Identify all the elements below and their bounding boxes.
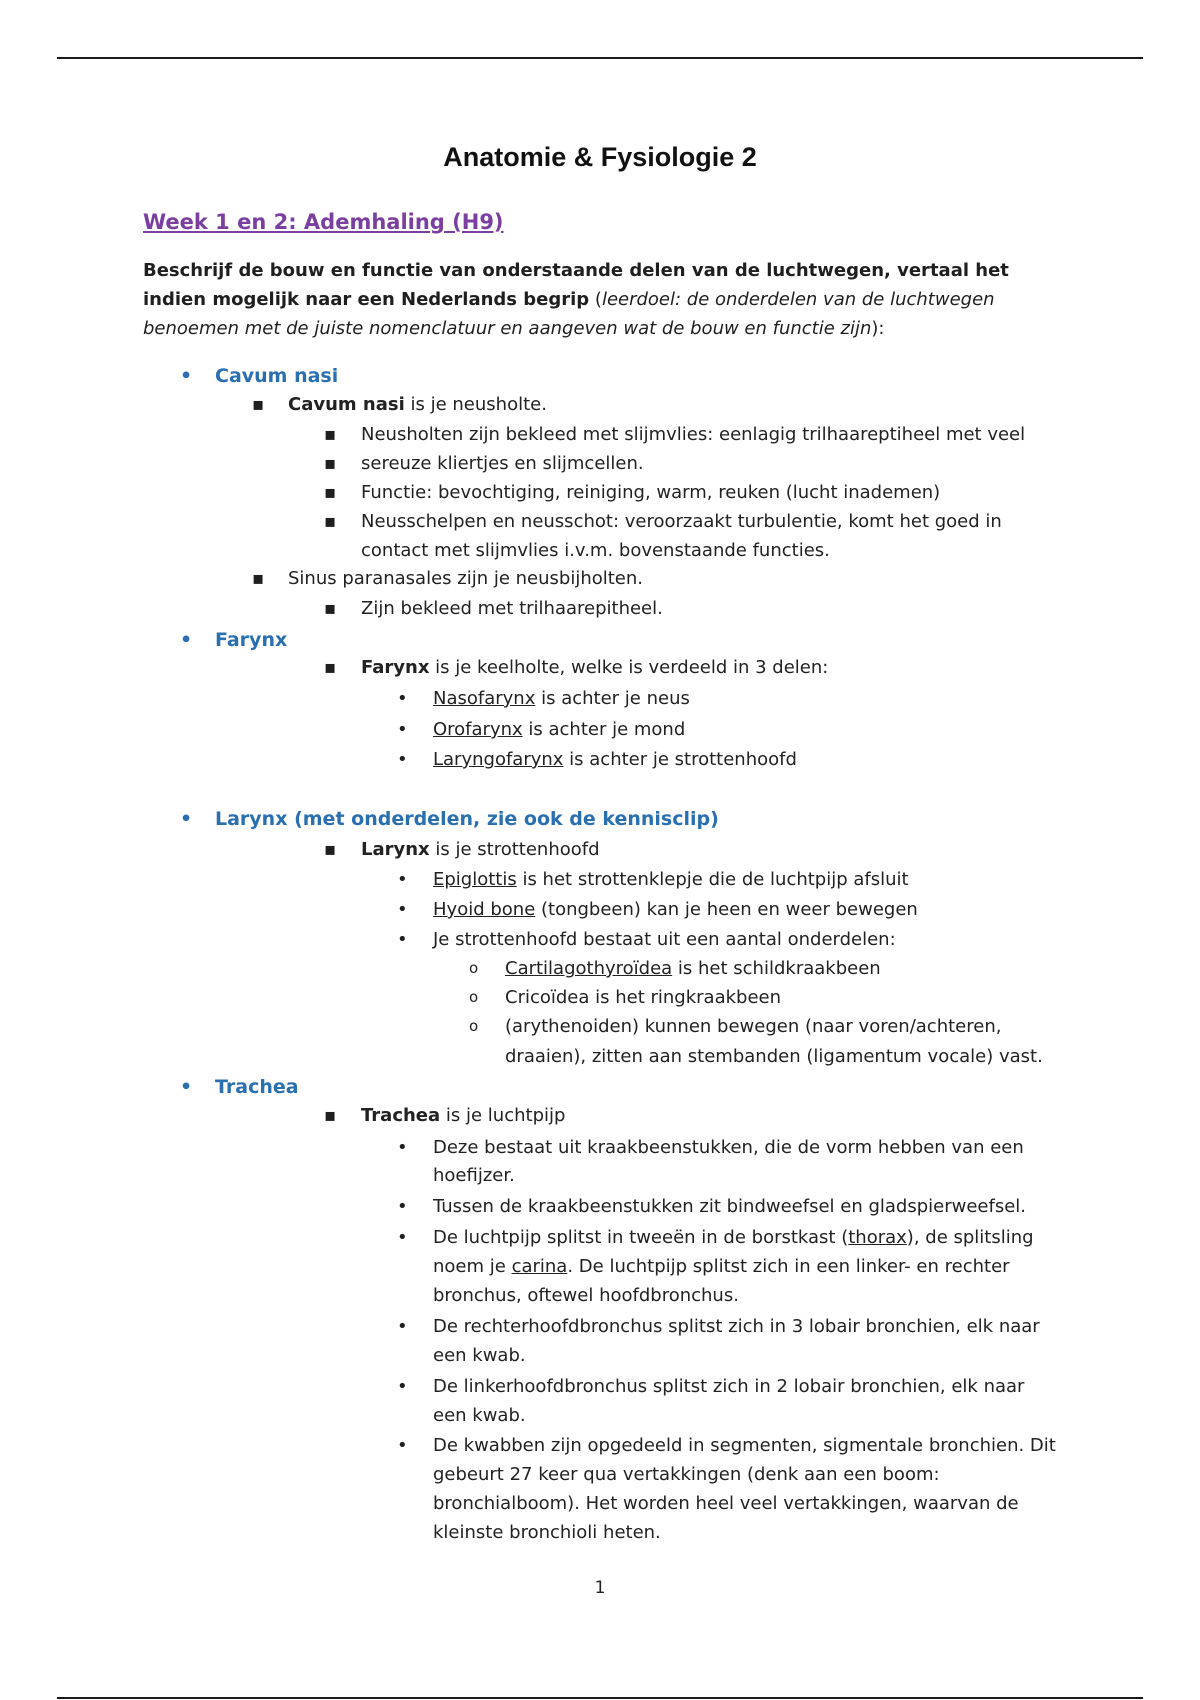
bullet-disc-icon: • xyxy=(397,1316,408,1337)
intro-open: ( xyxy=(589,289,602,310)
list-item-continued: draaien), zitten aan stembanden (ligamentum vocale) vast. xyxy=(505,1046,1043,1067)
footer-rule xyxy=(57,1697,1143,1699)
bullet-disc-icon: • xyxy=(397,749,408,770)
list-item: Cricoïdea is het ringkraakbeen xyxy=(505,987,782,1008)
bullet-square-icon: ▪ xyxy=(324,1105,337,1126)
list-item-continued: hoefijzer. xyxy=(433,1165,515,1186)
list-item-continued: kleinste bronchioli heten. xyxy=(433,1522,661,1543)
list-item: Trachea is je luchtpijp xyxy=(361,1105,566,1126)
list-item: Cavum nasi is je neusholte. xyxy=(288,394,547,415)
bullet-circle-icon: o xyxy=(469,1017,479,1035)
bullet-disc-icon: • xyxy=(397,1227,408,1248)
section-heading: Week 1 en 2: Ademhaling (H9) xyxy=(143,210,504,234)
bullet-disc-icon: • xyxy=(397,688,408,709)
bullet-disc-icon: • xyxy=(180,1076,193,1098)
bullet-disc-icon: • xyxy=(397,719,408,740)
list-item-continued: een kwab. xyxy=(433,1405,526,1426)
list-item: Nasofarynx is achter je neus xyxy=(433,688,690,709)
topic-cavum-nasi: Cavum nasi xyxy=(215,365,339,387)
list-item: Larynx is je strottenhoofd xyxy=(361,839,600,860)
list-item: Deze bestaat uit kraakbeenstukken, die de vorm hebben van een xyxy=(433,1137,1024,1158)
intro-paragraph xyxy=(143,256,1073,343)
bullet-square-icon: ▪ xyxy=(252,394,265,415)
list-item-continued: gebeurt 27 keer qua vertakkingen (denk aan een boom: xyxy=(433,1464,940,1485)
bullet-disc-icon: • xyxy=(397,1376,408,1397)
bullet-square-icon: ▪ xyxy=(324,453,337,474)
list-item: De rechterhoofdbronchus splitst zich in 3 lobair bronchien, elk naar xyxy=(433,1316,1040,1337)
list-item: De luchtpijp splitst in tweeën in de borstkast (thorax), de splitsling xyxy=(433,1227,1034,1248)
list-item-continued: contact met slijmvlies i.v.m. bovenstaande functies. xyxy=(361,540,830,561)
topic-trachea: Trachea xyxy=(215,1076,299,1098)
list-item: Neusschelpen en neusschot: veroorzaakt turbulentie, komt het goed in xyxy=(361,511,1002,532)
list-item: Epiglottis is het strottenklepje die de luchtpijp afsluit xyxy=(433,869,909,890)
bullet-square-icon: ▪ xyxy=(324,657,337,678)
bullet-circle-icon: o xyxy=(469,959,479,977)
bullet-disc-icon: • xyxy=(397,1196,408,1217)
bullet-square-icon: ▪ xyxy=(324,511,337,532)
bullet-square-icon: ▪ xyxy=(324,598,337,619)
list-item: sereuze kliertjes en slijmcellen. xyxy=(361,453,644,474)
list-item: Orofarynx is achter je mond xyxy=(433,719,686,740)
bullet-square-icon: ▪ xyxy=(324,424,337,445)
bullet-square-icon: ▪ xyxy=(324,839,337,860)
topic-farynx: Farynx xyxy=(215,629,288,651)
list-item: De linkerhoofdbronchus splitst zich in 2 lobair bronchien, elk naar xyxy=(433,1376,1025,1397)
list-item: Zijn bekleed met trilhaarepitheel. xyxy=(361,598,663,619)
bullet-disc-icon: • xyxy=(397,929,408,950)
list-item-continued: een kwab. xyxy=(433,1345,526,1366)
list-item-continued: bronchus, oftewel hoofdbronchus. xyxy=(433,1285,739,1306)
bullet-disc-icon: • xyxy=(180,629,193,651)
bullet-square-icon: ▪ xyxy=(324,482,337,503)
bullet-disc-icon: • xyxy=(180,808,193,830)
list-item: Functie: bevochtiging, reiniging, warm, reuken (lucht inademen) xyxy=(361,482,941,503)
list-item: Neusholten zijn bekleed met slijmvlies: eenlagig trilhaareptiheel met veel xyxy=(361,424,1026,445)
list-item: Cartilagothyroïdea is het schildkraakbeen xyxy=(505,958,881,979)
list-item: Sinus paranasales zijn je neusbijholten. xyxy=(288,568,644,589)
document-title: Anatomie & Fysiologie 2 xyxy=(443,142,757,172)
list-item: Hyoid bone (tongbeen) kan je heen en weer bewegen xyxy=(433,899,918,920)
bullet-circle-icon: o xyxy=(469,988,479,1006)
topic-larynx: Larynx (met onderdelen, zie ook de kennisclip) xyxy=(215,808,719,830)
page-number: 1 xyxy=(594,1578,606,1598)
bullet-disc-icon: • xyxy=(397,869,408,890)
intro-bold: Beschrijf de bouw en functie van onderstaande delen van de luchtwegen, vertaal het indien mogelijk naar een Nederlands begrip xyxy=(143,260,1009,310)
bullet-disc-icon: • xyxy=(397,1137,408,1158)
list-item-continued: bronchialboom). Het worden heel veel vertakkingen, waarvan de xyxy=(433,1493,1019,1514)
list-item: Je strottenhoofd bestaat uit een aantal onderdelen: xyxy=(433,929,896,950)
header-rule xyxy=(57,57,1143,59)
list-item: Tussen de kraakbeenstukken zit bindweefsel en gladspierweefsel. xyxy=(433,1196,1027,1217)
intro-close: ): xyxy=(871,318,885,339)
bullet-disc-icon: • xyxy=(180,365,193,387)
bullet-square-icon: ▪ xyxy=(252,568,265,589)
list-item: Laryngofarynx is achter je strottenhoofd xyxy=(433,749,797,770)
list-item: De kwabben zijn opgedeeld in segmenten, sigmentale bronchien. Dit xyxy=(433,1435,1056,1456)
bullet-disc-icon: • xyxy=(397,1435,408,1456)
bullet-disc-icon: • xyxy=(397,899,408,920)
list-item: (arythenoiden) kunnen bewegen (naar voren/achteren, xyxy=(505,1016,1002,1037)
list-item: Farynx is je keelholte, welke is verdeeld in 3 delen: xyxy=(361,657,829,678)
list-item-continued: noem je carina. De luchtpijp splitst zich in een linker- en rechter xyxy=(433,1256,1010,1277)
intro-italic: leerdoel: de onderdelen van de luchtwegen benoemen met de juiste nomenclatuur en aangeven wat de bouw en functie zijn xyxy=(143,289,995,339)
